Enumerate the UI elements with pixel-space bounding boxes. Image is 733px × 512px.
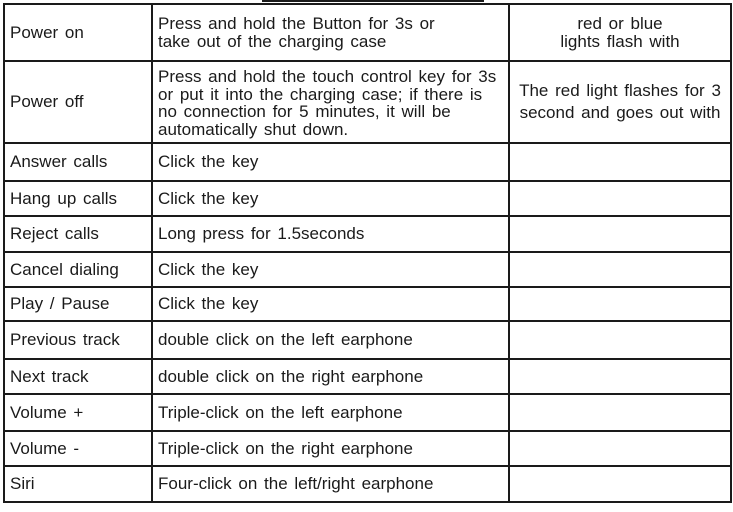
operation-line: or put it into the charging case; if there is <box>158 84 483 104</box>
operation-cell: Click the key <box>152 181 509 216</box>
operation-cell: Triple-click on the right earphone <box>152 431 509 466</box>
function-cell: Next track <box>4 359 152 394</box>
operation-line: Press and hold the touch control key for 3s <box>158 67 497 86</box>
operation-cell <box>152 61 509 143</box>
function-cell: Answer calls <box>4 143 152 181</box>
table-row-cancel-dialing <box>4 252 731 287</box>
table-row-power-off <box>4 61 731 143</box>
indicator-cell <box>509 466 731 502</box>
table-row-volume-down <box>4 431 731 466</box>
function-cell: Reject calls <box>4 216 152 252</box>
function-cell: Volume - <box>4 431 152 466</box>
operation-line: Press and hold the Button for 3s or <box>158 13 435 33</box>
table-row-siri <box>4 466 731 502</box>
operation-line: automatically shut down. <box>158 119 349 139</box>
operation-line: take out of the charging case <box>158 31 387 51</box>
indicator-cell <box>509 321 731 359</box>
table-row-volume-up <box>4 394 731 431</box>
indicator-line: second and goes out with <box>519 103 721 122</box>
function-cell: Previous track <box>4 321 152 359</box>
function-cell: Power off <box>4 61 152 143</box>
indicator-cell <box>509 216 731 252</box>
top-rule-divider <box>262 0 484 2</box>
operation-cell: Click the key <box>152 143 509 181</box>
indicator-line: lights flash with <box>560 31 680 51</box>
table-body <box>4 4 731 502</box>
operation-cell: double click on the left earphone <box>152 321 509 359</box>
indicator-cell <box>509 252 731 287</box>
function-cell: Siri <box>4 466 152 502</box>
indicator-line: The red light flashes for 3 <box>519 81 721 100</box>
operation-cell: Click the key <box>152 287 509 321</box>
table-row-next-track <box>4 359 731 394</box>
operation-cell <box>152 4 509 61</box>
table-row-power-on <box>4 4 731 61</box>
operation-cell: Long press for 1.5seconds <box>152 216 509 252</box>
indicator-cell <box>509 359 731 394</box>
function-cell: Play / Pause <box>4 287 152 321</box>
table-row-play-pause <box>4 287 731 321</box>
indicator-cell <box>509 143 731 181</box>
button-functions-table <box>3 3 732 503</box>
indicator-cell <box>509 181 731 216</box>
indicator-cell <box>509 4 731 61</box>
function-cell: Hang up calls <box>4 181 152 216</box>
function-cell: Power on <box>4 4 152 61</box>
indicator-cell <box>509 287 731 321</box>
indicator-cell <box>509 431 731 466</box>
indicator-cell <box>509 61 731 143</box>
function-cell: Cancel dialing <box>4 252 152 287</box>
operation-cell: Four-click on the left/right earphone <box>152 466 509 502</box>
indicator-cell <box>509 394 731 431</box>
function-cell: Volume + <box>4 394 152 431</box>
table-row-answer-calls <box>4 143 731 181</box>
table-row-reject-calls <box>4 216 731 252</box>
operation-line: no connection for 5 minutes, it will be <box>158 102 451 121</box>
table-row-previous-track <box>4 321 731 359</box>
operation-cell: double click on the right earphone <box>152 359 509 394</box>
operation-cell: Click the key <box>152 252 509 287</box>
operation-cell: Triple-click on the left earphone <box>152 394 509 431</box>
table-row-hang-up-calls <box>4 181 731 216</box>
indicator-line: red or blue <box>577 13 663 33</box>
